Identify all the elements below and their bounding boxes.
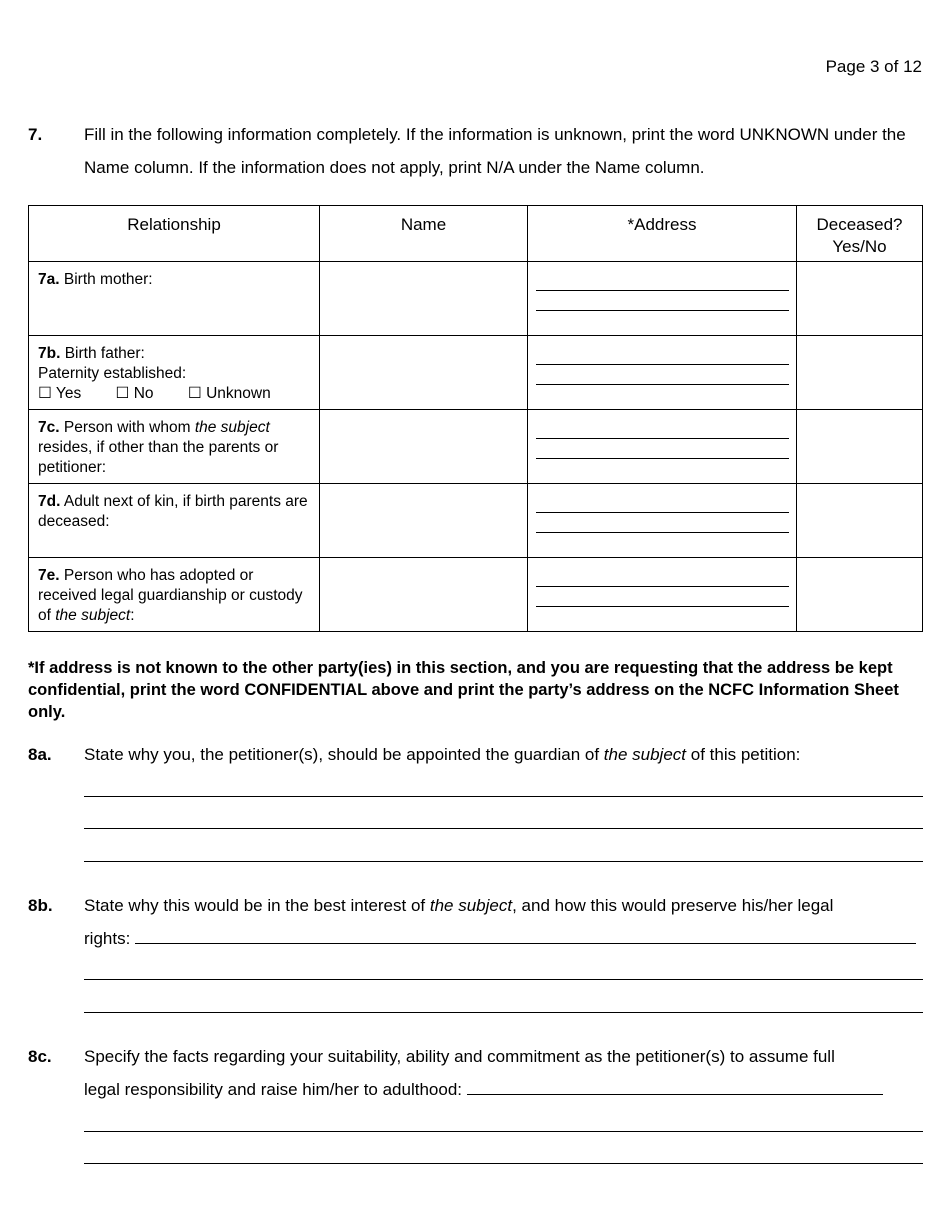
- relationship-cell: 7c. Person with whom the subject resides, if other than the parents or petitioner:: [29, 410, 320, 484]
- paternity-no-checkbox[interactable]: ☐ No: [115, 385, 154, 402]
- address-line-1[interactable]: [536, 586, 789, 587]
- question-8b: [28, 889, 923, 1019]
- relationship-cell: 7b. Birth father: Paternity established: ☐ Yes ☐ No ☐ Unknown: [29, 336, 320, 410]
- address-line-1[interactable]: [536, 438, 789, 439]
- address-field[interactable]: [528, 336, 797, 410]
- question-number: 8c.: [28, 1047, 52, 1066]
- question-text: State why this would be in the best interest of the subject, and how this would preserve his/her legal rights:: [84, 889, 923, 955]
- name-field[interactable]: [320, 336, 528, 410]
- relationship-cell: 7d. Adult next of kin, if birth parents are deceased:: [29, 484, 320, 558]
- paternity-unknown-checkbox[interactable]: ☐ Unknown: [187, 385, 271, 402]
- answer-line[interactable]: [84, 1012, 923, 1013]
- deceased-field[interactable]: [797, 410, 923, 484]
- address-line-1[interactable]: [536, 512, 789, 513]
- name-field[interactable]: [320, 558, 528, 632]
- question-8a: [28, 738, 923, 868]
- address-field[interactable]: [528, 410, 797, 484]
- name-field[interactable]: [320, 262, 528, 336]
- question-text: State why you, the petitioner(s), should be appointed the guardian of the subject of this petition:: [84, 745, 801, 764]
- header-relationship: Relationship: [29, 206, 320, 262]
- answer-line-inline[interactable]: [135, 943, 916, 944]
- answer-line[interactable]: [84, 796, 923, 797]
- question-number: 7.: [28, 125, 43, 144]
- answer-line[interactable]: [84, 861, 923, 862]
- address-field[interactable]: [528, 262, 797, 336]
- header-address: *Address: [528, 206, 797, 262]
- table-header-row: [29, 206, 923, 262]
- table-row: [29, 336, 923, 410]
- address-line-2[interactable]: [536, 310, 789, 311]
- deceased-field[interactable]: [797, 336, 923, 410]
- address-line-2[interactable]: [536, 532, 789, 533]
- paternity-yes-checkbox[interactable]: ☐ Yes: [38, 385, 82, 402]
- page-number: Page 3 of 12: [825, 57, 922, 76]
- address-line-2[interactable]: [536, 606, 789, 607]
- address-line-2[interactable]: [536, 458, 789, 459]
- relationship-cell: 7e. Person who has adopted or received legal guardianship or custody of the subject:: [29, 558, 320, 632]
- deceased-field[interactable]: [797, 558, 923, 632]
- address-line-2[interactable]: [536, 384, 789, 385]
- question-8c: [28, 1040, 923, 1170]
- question-7: [28, 118, 923, 184]
- table-row: [29, 484, 923, 558]
- relationship-table: [28, 205, 923, 632]
- question-text: Fill in the following information completely. If the information is unknown, print the word UNKNOWN under the Name column. If the information does not apply, print N/A under the Name column.: [84, 125, 906, 177]
- address-field[interactable]: [528, 484, 797, 558]
- table-row: [29, 410, 923, 484]
- answer-line[interactable]: [84, 1163, 923, 1164]
- relationship-cell: 7a. Birth mother:: [29, 262, 320, 336]
- question-text: Specify the facts regarding your suitability, ability and commitment as the petitioner(s) to assume full legal responsibility and raise him/her to adulthood:: [84, 1040, 923, 1106]
- confidential-note: *If address is not known to the other party(ies) in this section, and you are requesting that the address be kept confidential, print the word CONFIDENTIAL above and print the party’s address on the NCFC Information Sheet only.: [28, 659, 899, 721]
- name-field[interactable]: [320, 410, 528, 484]
- table-row: [29, 262, 923, 336]
- answer-line[interactable]: [84, 828, 923, 829]
- answer-line[interactable]: [84, 979, 923, 980]
- address-line-1[interactable]: [536, 364, 789, 365]
- answer-line[interactable]: [84, 1131, 923, 1132]
- header-name: Name: [320, 206, 528, 262]
- deceased-field[interactable]: [797, 484, 923, 558]
- question-number: 8b.: [28, 896, 53, 915]
- address-line-1[interactable]: [536, 290, 789, 291]
- deceased-field[interactable]: [797, 262, 923, 336]
- answer-line-inline[interactable]: [467, 1094, 883, 1095]
- table-row: [29, 558, 923, 632]
- question-number: 8a.: [28, 745, 52, 764]
- header-deceased: Deceased? Yes/No: [797, 206, 923, 262]
- name-field[interactable]: [320, 484, 528, 558]
- address-field[interactable]: [528, 558, 797, 632]
